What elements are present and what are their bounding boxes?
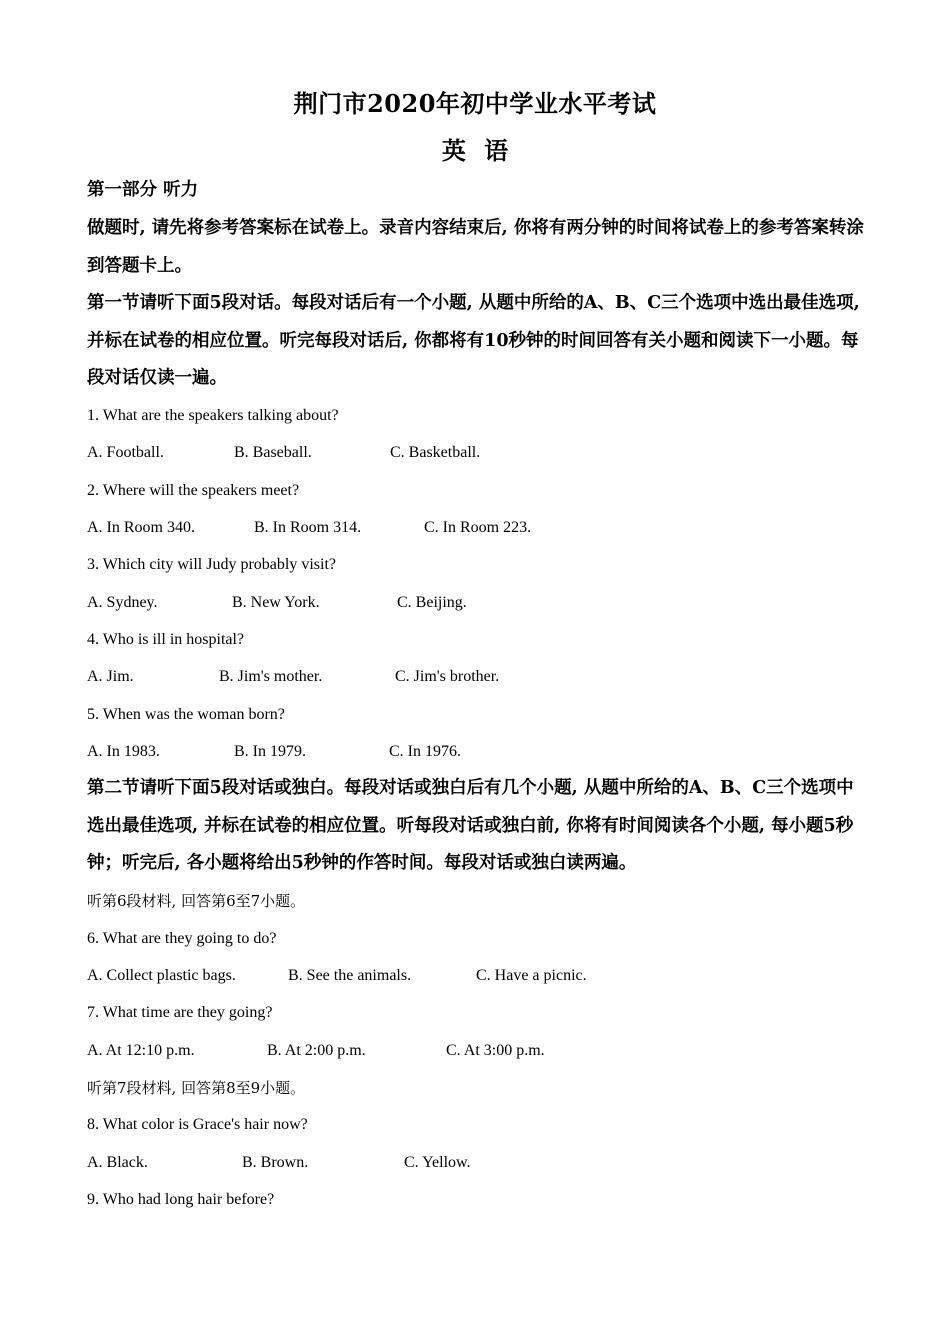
question-3: 3. Which city will Judy probably visit? bbox=[87, 556, 337, 573]
question-8-option-a: A. Black. bbox=[87, 1154, 148, 1171]
question-9: 9. Who had long hair before? bbox=[87, 1191, 275, 1208]
question-5-option-a: A. In 1983. bbox=[87, 743, 160, 760]
part-one-heading: 第一部分 听力 bbox=[87, 180, 199, 200]
question-3-option-a: A. Sydney. bbox=[87, 594, 158, 611]
question-5-option-c: C. In 1976. bbox=[389, 743, 461, 760]
question-2-option-a: A. In Room 340. bbox=[87, 519, 195, 536]
question-4-option-b: B. Jim's mother. bbox=[219, 668, 323, 685]
question-2-option-b: B. In Room 314. bbox=[254, 519, 362, 536]
section-two-instruction: 第二节请听下面5段对话或独白。每段对话或独白后有几个小题, 从题中所给的A、B、C三个选项中选出最佳选项, 并标在试卷的相应位置。听每段对话或独白前, 你将有时间阅读各个小题, 每小题5秒钟；听完后, 各小题将给出5秒钟的作答时间。每段对话或独白读两遍。 bbox=[87, 778, 854, 873]
question-6-option-b: B. See the animals. bbox=[288, 967, 412, 984]
question-7-option-b: B. At 2:00 p.m. bbox=[267, 1042, 366, 1059]
question-6-option-a: A. Collect plastic bags. bbox=[87, 967, 236, 984]
question-4-option-a: A. Jim. bbox=[87, 668, 134, 685]
question-7: 7. What time are they going? bbox=[87, 1004, 273, 1021]
question-4-option-c: C. Jim's brother. bbox=[395, 668, 500, 685]
section-one-instruction: 第一节请听下面5段对话。每段对话后有一个小题, 从题中所给的A、B、C三个选项中选出最佳选项, 并标在试卷的相应位置。听完每段对话后, 你都将有10秒钟的时间回答有关小题和阅读下一小题。每段对话仅读一遍。 bbox=[87, 293, 860, 388]
question-1-option-a: A. Football. bbox=[87, 444, 164, 461]
question-7-option-a: A. At 12:10 p.m. bbox=[87, 1042, 195, 1059]
question-3-option-b: B. New York. bbox=[232, 594, 320, 611]
question-7-option-c: C. At 3:00 p.m. bbox=[446, 1042, 545, 1059]
question-4: 4. Who is ill in hospital? bbox=[87, 631, 245, 648]
question-5: 5. When was the woman born? bbox=[87, 706, 285, 723]
exam-title: 荆门市2020年初中学业水平考试 bbox=[293, 89, 657, 118]
question-1: 1. What are the speakers talking about? bbox=[87, 407, 339, 424]
part-one-instruction: 做题时, 请先将参考答案标在试卷上。录音内容结束后, 你将有两分钟的时间将试卷上的参考答案转涂到答题卡上。 bbox=[87, 218, 864, 276]
material-7-note: 听第7段材料, 回答第8至9小题。 bbox=[87, 1079, 306, 1097]
material-6-note: 听第6段材料, 回答第6至7小题。 bbox=[87, 892, 306, 910]
exam-subject: 英 语 bbox=[441, 136, 509, 165]
question-2: 2. Where will the speakers meet? bbox=[87, 482, 300, 499]
question-2-option-c: C. In Room 223. bbox=[424, 519, 532, 536]
question-8-option-c: C. Yellow. bbox=[404, 1154, 471, 1171]
question-6: 6. What are they going to do? bbox=[87, 930, 277, 947]
question-6-option-c: C. Have a picnic. bbox=[476, 967, 587, 984]
question-1-option-b: B. Baseball. bbox=[234, 444, 312, 461]
question-8-option-b: B. Brown. bbox=[242, 1154, 309, 1171]
question-3-option-c: C. Beijing. bbox=[397, 594, 467, 611]
question-8: 8. What color is Grace's hair now? bbox=[87, 1116, 308, 1133]
question-1-option-c: C. Basketball. bbox=[390, 444, 481, 461]
question-5-option-b: B. In 1979. bbox=[234, 743, 306, 760]
